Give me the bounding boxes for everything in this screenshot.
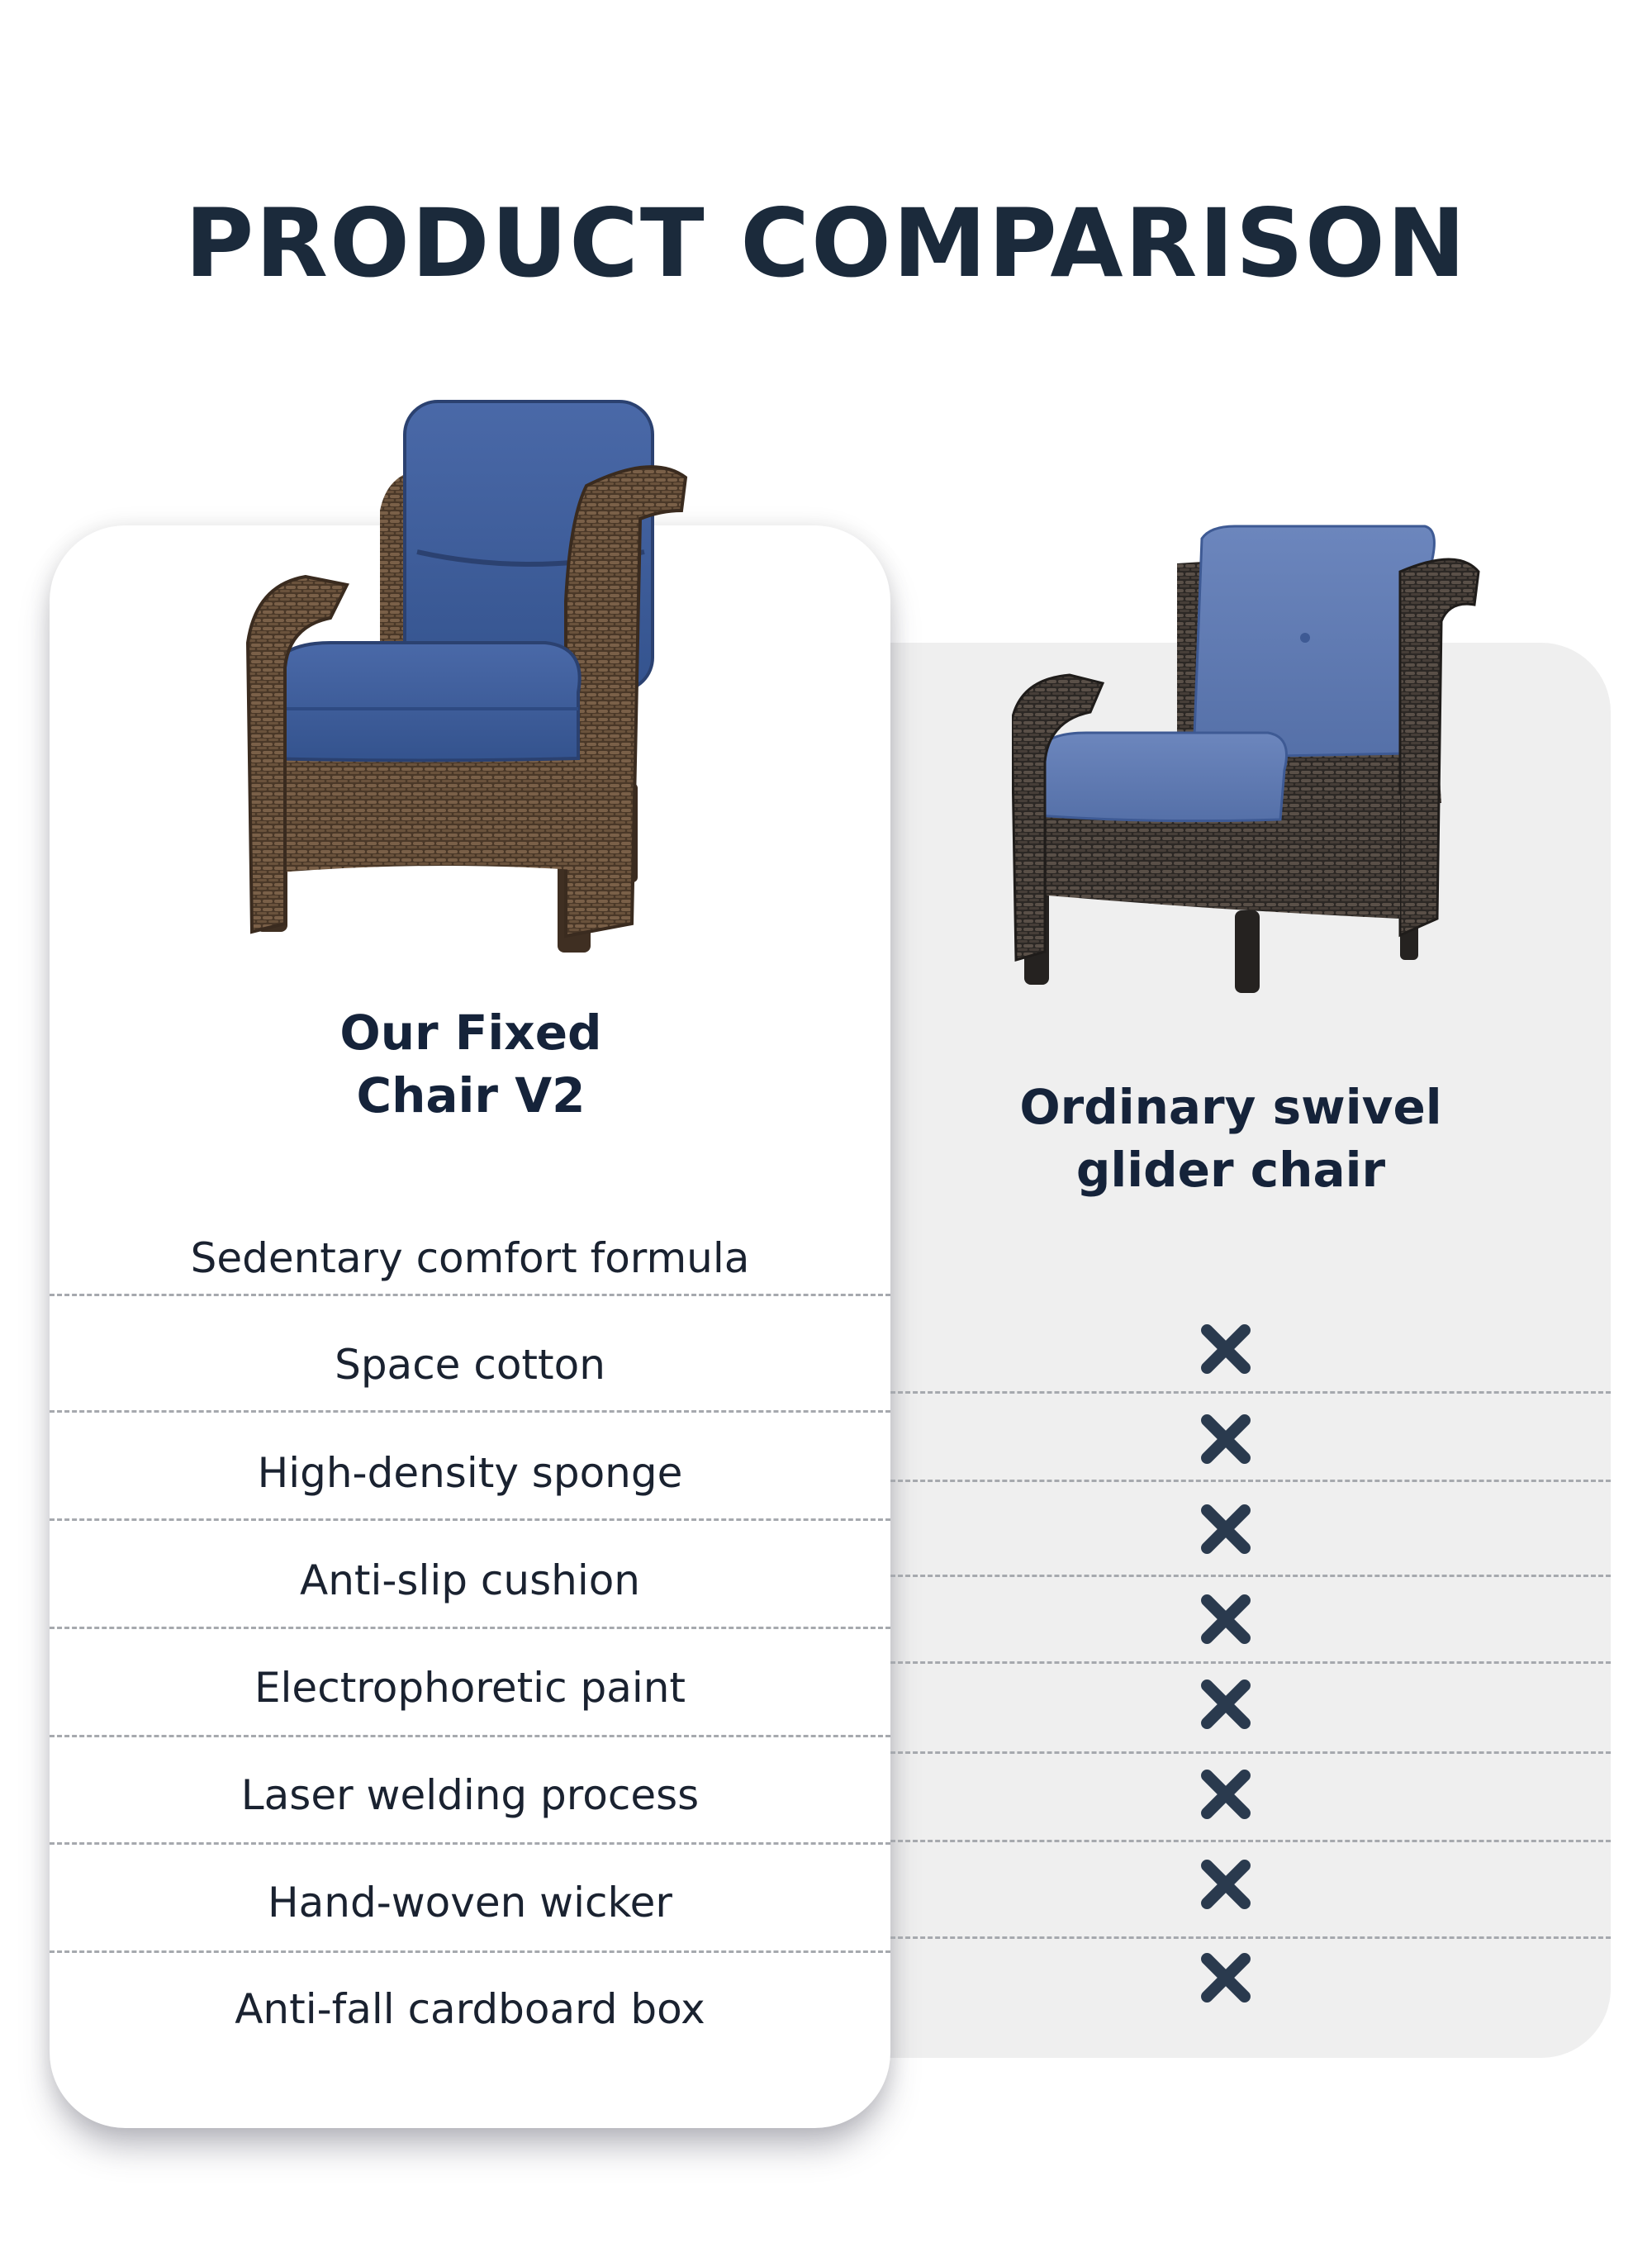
competitor-product-name [909,1076,1553,1201]
cross-icon [1200,1769,1251,1820]
our-chair-image [240,395,719,957]
divider [50,1410,890,1413]
feature-item: Laser welding process [240,1771,700,1819]
our-product-name-line2: Chair V2 [356,1067,586,1124]
feature-item: Space cotton [335,1341,605,1389]
divider [50,1627,890,1629]
page-title: PRODUCT COMPARISON [184,188,1468,298]
feature-item: Electrophoretic paint [254,1664,686,1712]
our-product-name [248,1001,694,1127]
divider [50,1842,890,1845]
competitor-product-name-line2: glider chair [1075,1142,1386,1198]
cross-icon [1200,1679,1251,1730]
feature-item: High-density sponge [257,1449,683,1497]
divider [890,1575,1611,1577]
cross-icon [1200,1413,1251,1465]
our-product-name-line1: Our Fixed [339,1005,602,1061]
competitor-chair-image [1012,522,1483,1001]
cross-icon [1200,1504,1251,1555]
cross-icon [1200,1859,1251,1910]
cross-icon [1200,1594,1251,1645]
competitor-product-name-line1: Ordinary swivel [1019,1079,1442,1135]
divider [50,1518,890,1521]
feature-item: Hand-woven wicker [268,1879,672,1927]
divider [890,1936,1611,1939]
feature-item: Anti-slip cushion [300,1556,640,1604]
divider [50,1950,890,1953]
divider [50,1735,890,1737]
divider [890,1751,1611,1754]
divider [890,1840,1611,1842]
feature-item: Anti-fall cardboard box [235,1985,705,2033]
cross-icon [1200,1323,1251,1375]
feature-item: Sedentary comfort formula [190,1234,750,1282]
divider [890,1480,1611,1482]
divider [890,1661,1611,1664]
divider [890,1391,1611,1394]
cross-icon [1200,1952,1251,2003]
divider [50,1294,890,1296]
